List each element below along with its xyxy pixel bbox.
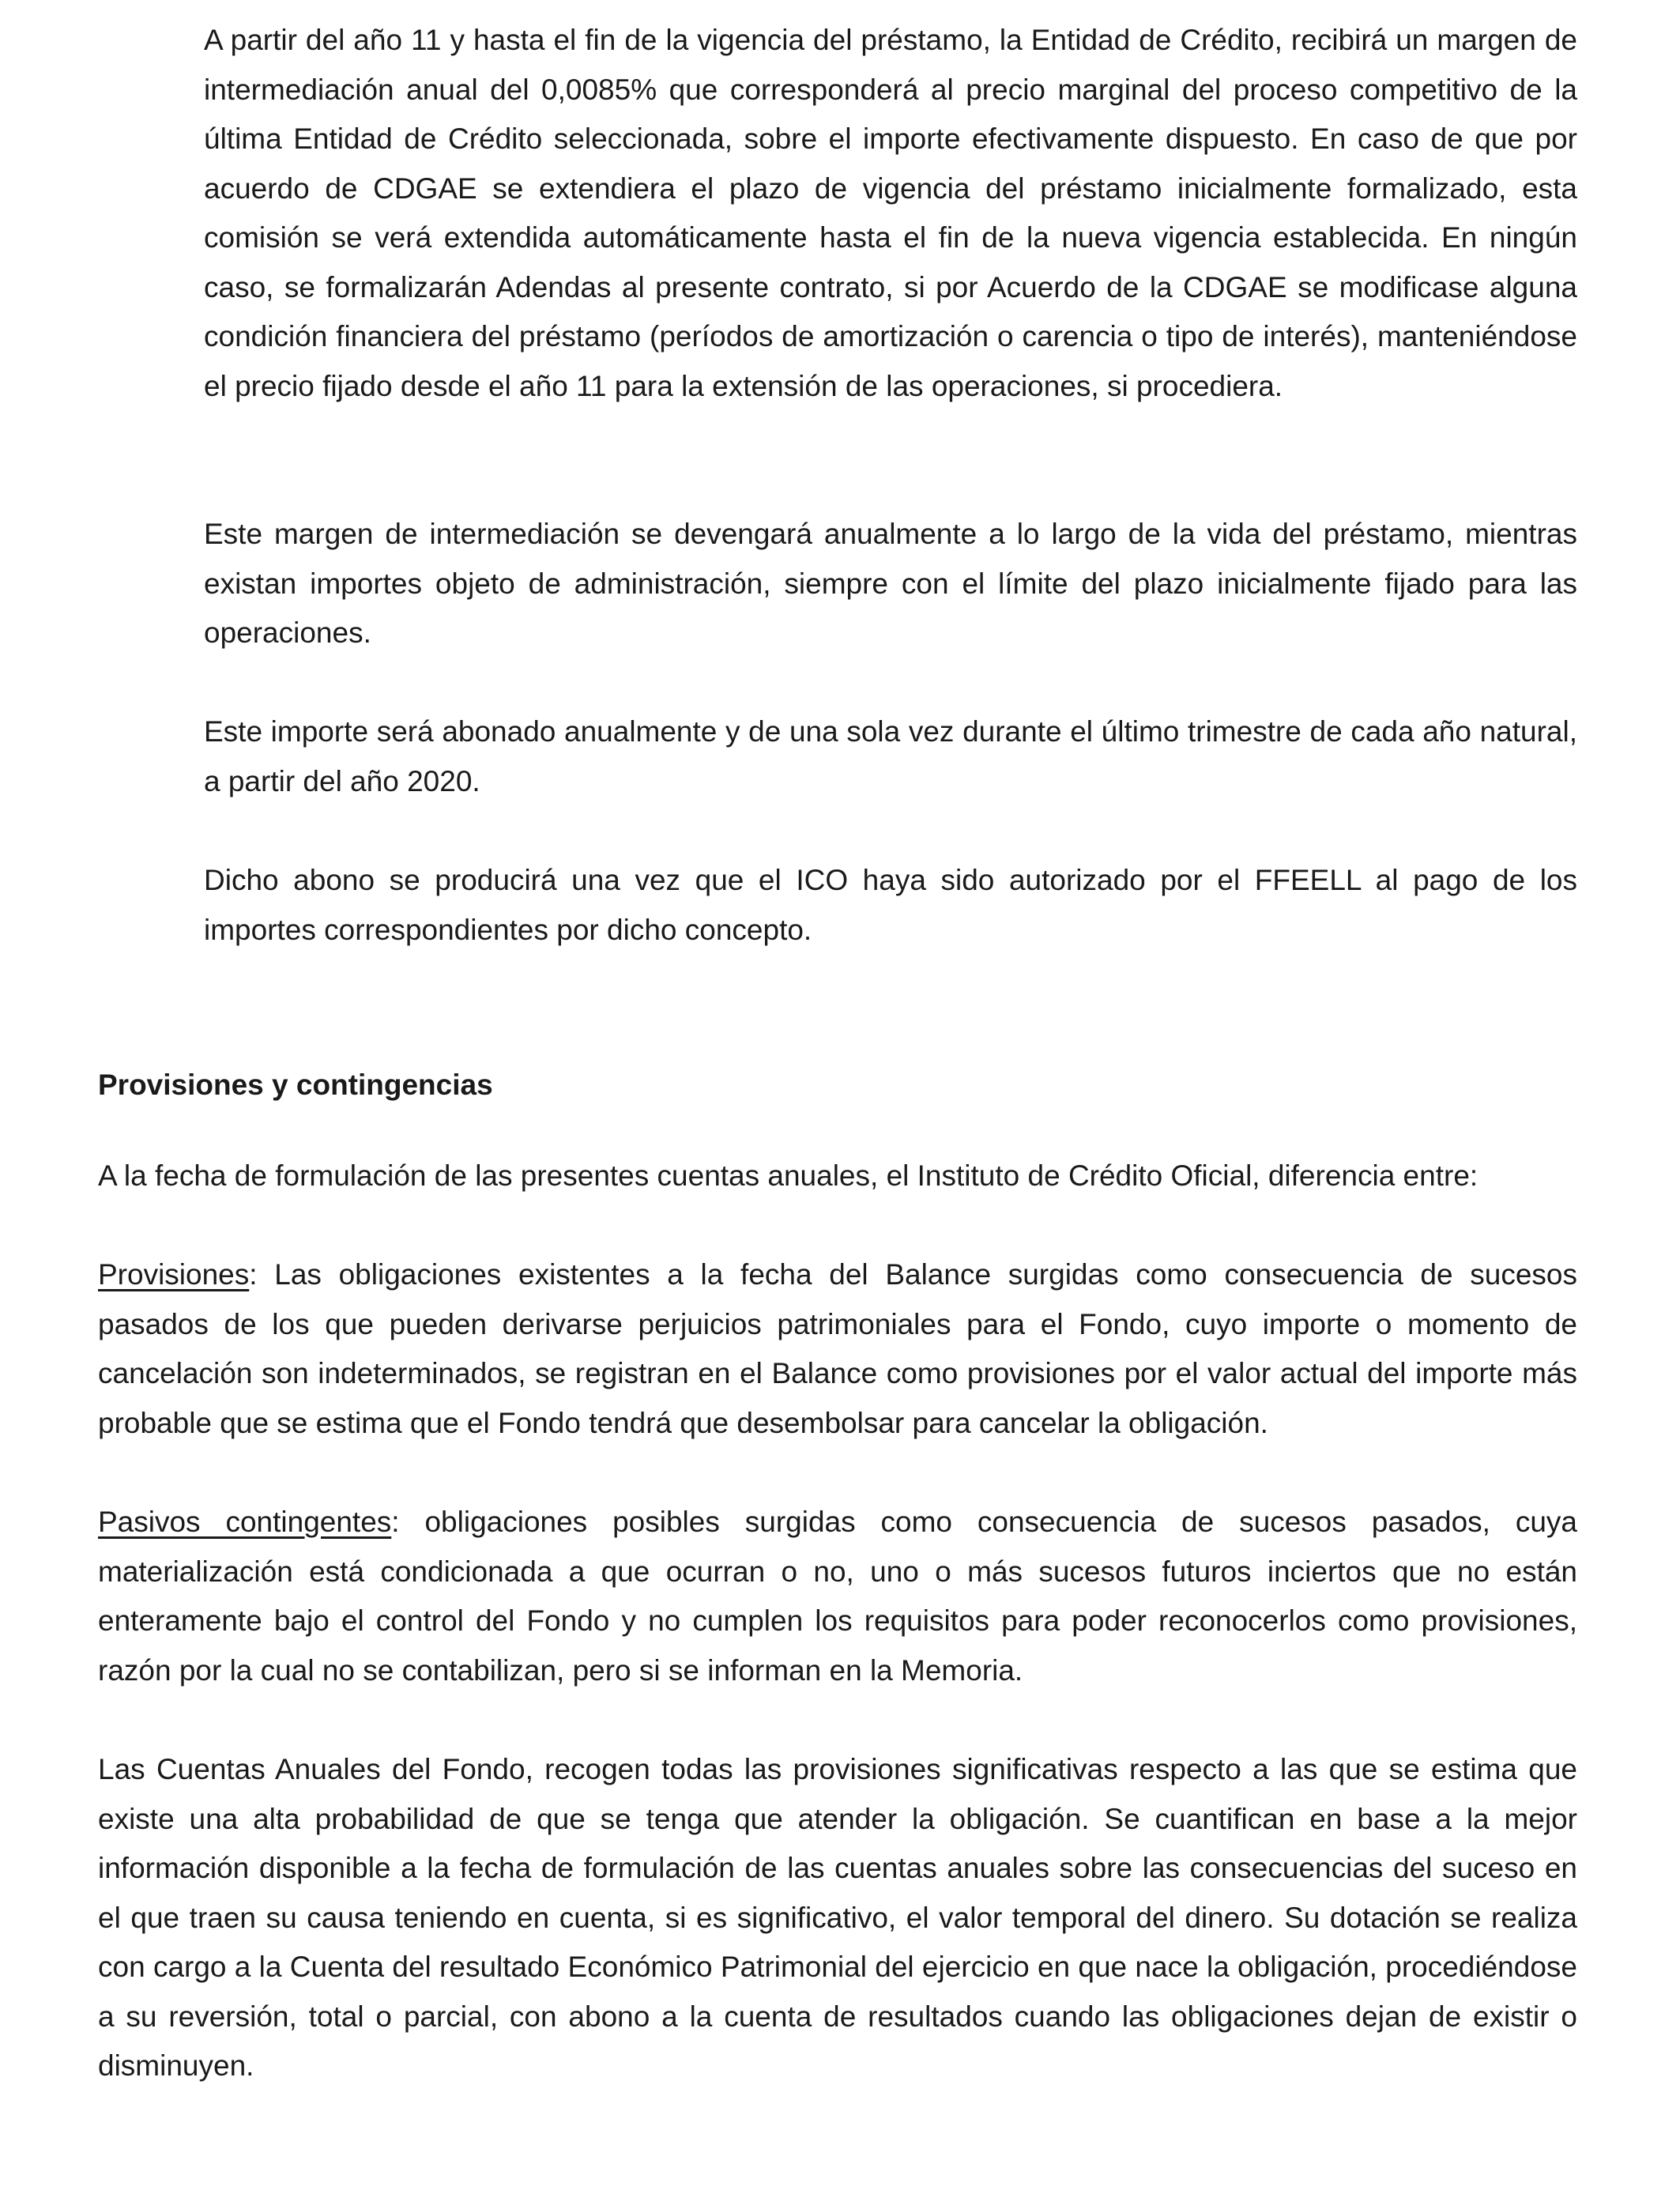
paragraph-pasivos-contingentes <box>98 1498 1577 1695</box>
definition-provisiones: : Las obligaciones existentes a la fecha del Balance surgidas como consecuencia de sucesos pasados de los que pueden derivarse perjuicios patrimoniales para el Fondo, cuyo importe o momento de cancelación son indeterminados, se registran en el Balance como provisiones por el valor actual del importe más probable que se estima que el Fondo tendrá que desembolsar para cancelar la obligación. <box>98 1258 1577 1439</box>
paragraph-devengo: Este margen de intermediación se devengará anualmente a lo largo de la vida del préstamo, mientras existan importes objeto de administración, siempre con el límite del plazo inicialmente fijado para las operaciones. <box>204 518 1577 649</box>
term-pasivos-contingentes: Pasivos contingentes <box>98 1506 392 1538</box>
definition-pasivos-contingentes: : obligaciones posibles surgidas como consecuencia de sucesos pasados, cuya materialización está condicionada a que ocurran o no, uno o más sucesos futuros inciertos que no están enteramente bajo el control del Fondo y no cumplen los requisitos para poder reconocerlos como provisiones, razón por la cual no se contabilizan, pero si se informan en la Memoria. <box>98 1506 1577 1687</box>
section-heading: Provisiones y contingencias <box>98 1069 493 1101</box>
paragraph-cuentas-anuales: Las Cuentas Anuales del Fondo, recogen todas las provisiones significativas respecto a las que se estima que existe una alta probabilidad de que se tenga que atender la obligación. Se cuantifican en base a la mejor información disponible a la fecha de formulación de las cuentas anuales sobre las consecuencias del suceso en el que traen su causa teniendo en cuenta, si es significativo, el valor temporal del dinero. Su dotación se realiza con cargo a la Cuenta del resultado Económico Patrimonial del ejercicio en que nace la obligación, procediéndose a su reversión, total o parcial, con abono a la cuenta de resultados cuando las obligaciones dejan de existir o disminuyen. <box>98 1753 1577 2082</box>
paragraph-intro: A la fecha de formulación de las presentes cuentas anuales, el Instituto de Crédito Oficial, diferencia entre: <box>98 1159 1478 1192</box>
term-provisiones: Provisiones <box>98 1258 250 1291</box>
paragraph-abono-anual: Este importe será abonado anualmente y de una sola vez durante el último trimestre de cada año natural, a partir del año 2020. <box>204 715 1577 797</box>
paragraph-provisiones <box>98 1250 1577 1448</box>
paragraph-margen-intermediacion: A partir del año 11 y hasta el fin de la vigencia del préstamo, la Entidad de Crédito, recibirá un margen de intermediación anual del 0,0085% que corresponderá al precio marginal del proceso competitivo de la última Entidad de Crédito seleccionada, sobre el importe efectivamente dispuesto. En caso de que por acuerdo de CDGAE se extendiera el plazo de vigencia del préstamo inicialmente formalizado, esta comisión se verá extendida automáticamente hasta el fin de la nueva vigencia establecida. En ningún caso, se formalizarán Adendas al presente contrato, si por Acuerdo de la CDGAE se modificase alguna condición financiera del préstamo (períodos de amortización o carencia o tipo de interés), manteniéndose el precio fijado desde el año 11 para la extensión de las operaciones, si procediera. <box>204 24 1577 402</box>
paragraph-abono-autorizacion: Dicho abono se producirá una vez que el ICO haya sido autorizado por el FFEELL al pago de los importes correspondientes por dicho concepto. <box>204 864 1577 946</box>
